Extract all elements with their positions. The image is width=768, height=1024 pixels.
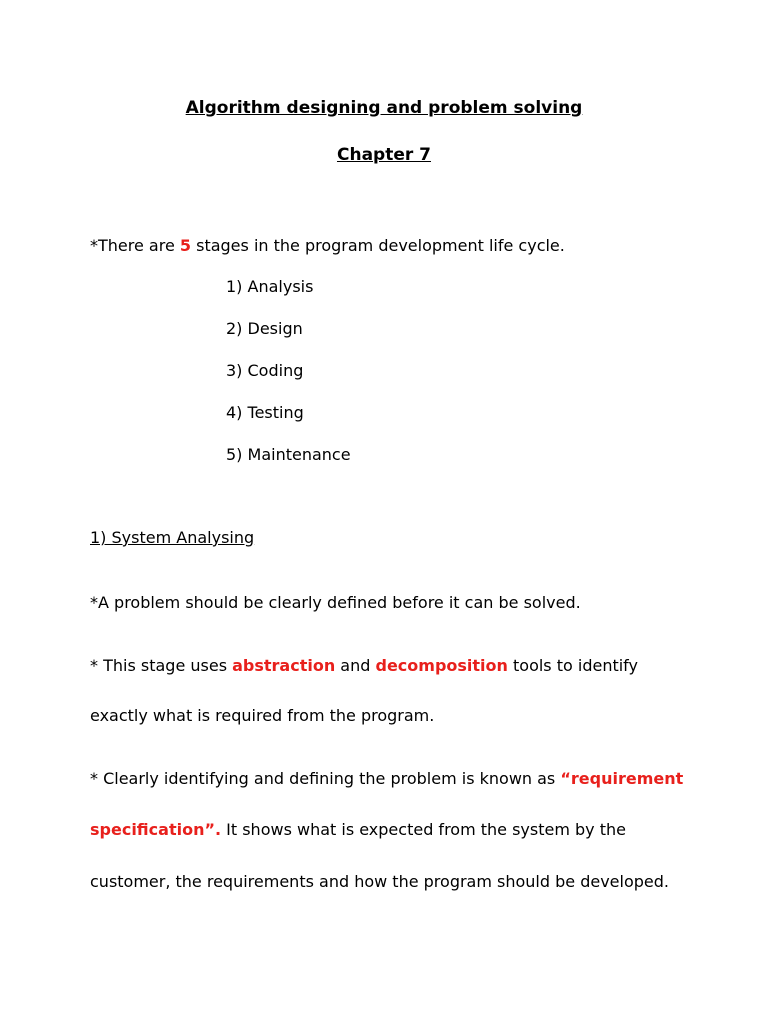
document-title: Algorithm designing and problem solving (185, 98, 583, 118)
tools-text-middle: and (335, 656, 376, 675)
intro-text-before: *There are (90, 236, 180, 255)
stage-item: 3) Coding (226, 361, 304, 380)
requirement-text-after: It shows what is expected from the system by the (221, 820, 626, 839)
paragraph-tools-line1 (90, 656, 638, 676)
requirement-text-before: * Clearly identifying and defining the problem is known as (90, 769, 561, 788)
paragraph-definition: *A problem should be clearly defined before it can be solved. (90, 593, 581, 612)
paragraph-requirement-line2 (90, 820, 626, 840)
tools-text-before: * This stage uses (90, 656, 233, 675)
intro-text-after: stages in the program development life cycle. (191, 236, 565, 255)
term-abstraction: abstraction (232, 656, 336, 675)
term-specification: specification”. (90, 820, 222, 839)
tools-text-after: tools to identify (507, 656, 638, 675)
paragraph-requirement-line3: customer, the requirements and how the program should be developed. (90, 872, 669, 891)
chapter-heading: Chapter 7 (336, 145, 431, 165)
stage-item: 2) Design (226, 319, 303, 338)
stage-count-highlight: 5 (179, 236, 192, 255)
section-heading: 1) System Analysing (90, 528, 255, 547)
term-requirement: “requirement (560, 769, 684, 788)
stage-item: 1) Analysis (226, 277, 314, 296)
paragraph-tools-line2: exactly what is required from the program. (90, 706, 435, 725)
paragraph-requirement-line1 (90, 769, 683, 789)
stage-item: 4) Testing (226, 403, 304, 422)
intro-line (90, 236, 565, 256)
stage-item: 5) Maintenance (226, 445, 351, 464)
term-decomposition: decomposition (375, 656, 508, 675)
